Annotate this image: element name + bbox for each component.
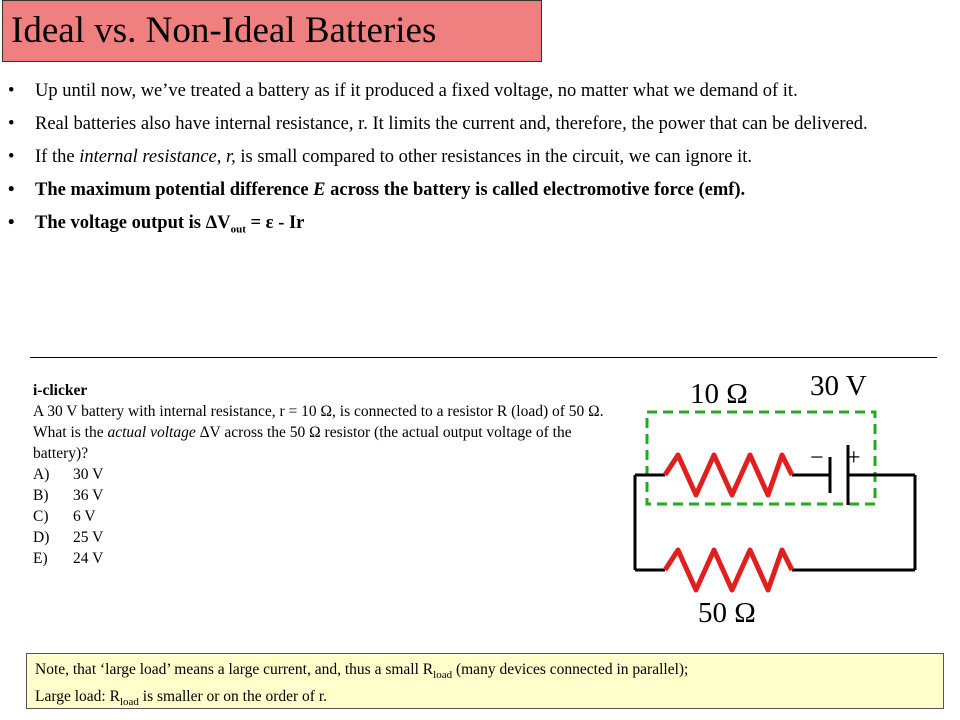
option-letter: D): [33, 529, 50, 546]
bullet-text: The maximum potential difference: [35, 180, 314, 200]
option-letter: C): [33, 508, 49, 525]
bullet-text: Real batteries also have internal resistance, r. It limits the current and, therefore, the power that can be delivered.: [35, 114, 868, 134]
plus-sign: +: [847, 445, 861, 471]
emf-label: 30 V: [810, 370, 867, 402]
option-text: 36 V: [73, 487, 104, 504]
option-letter: A): [33, 466, 50, 483]
option-text: 30 V: [73, 466, 104, 483]
bullet-text: The voltage output is ΔV: [35, 213, 231, 233]
load-resistor: [665, 550, 792, 590]
circuit-diagram: [620, 365, 930, 635]
note-text: Large load: R: [35, 688, 120, 706]
option-a: [33, 464, 613, 485]
note-text: (many devices connected in parallel);: [452, 661, 689, 678]
subscript: load: [433, 669, 453, 682]
divider-line: [30, 357, 937, 358]
bullet-text: Up until now, we’ve treated a battery as if it produced a fixed voltage, no matter what we demand of it.: [35, 81, 798, 101]
subscript: load: [119, 696, 139, 709]
note-box: [26, 653, 944, 709]
option-b: [33, 485, 613, 506]
note-text: Note, that ‘large load’ means a large current, and, thus a small R: [35, 661, 434, 678]
slide-title: Ideal vs. Non-Ideal Batteries: [11, 10, 437, 51]
option-letter: B): [33, 487, 49, 504]
bullet-text: across the battery is called electromotive force (emf).: [325, 180, 746, 200]
option-letter: E): [33, 550, 48, 567]
internal-resistor-label: 10 Ω: [690, 378, 748, 410]
note-text: is smaller or on the order of r.: [138, 688, 328, 706]
note-line-2: [35, 686, 935, 713]
option-text: 25 V: [73, 529, 104, 546]
title-box: [2, 0, 542, 62]
bullet-emf: [5, 177, 940, 203]
bullet-ideal-battery: [5, 78, 940, 104]
bullet-list: [5, 78, 940, 250]
load-resistor-label: 50 Ω: [698, 597, 756, 629]
bullet-text: = ε - Ir: [245, 213, 305, 233]
internal-resistor: [665, 455, 792, 495]
bullet-text: is small compared to other resistances in the circuit, we can ignore it.: [235, 147, 753, 167]
option-c: [33, 506, 613, 527]
minus-sign: −: [810, 445, 824, 471]
question-text: [33, 401, 613, 464]
option-d: [33, 527, 613, 548]
bullet-internal-resistance: [5, 111, 940, 137]
bullet-italic: internal resistance, r,: [79, 147, 236, 167]
bullet-voltage-output: [5, 210, 940, 243]
option-text: 6 V: [73, 508, 96, 525]
bullet-ignore-r: [5, 144, 940, 170]
clicker-question: [33, 380, 613, 569]
note-line-1: [35, 659, 935, 686]
option-e: [33, 548, 613, 569]
option-text: 24 V: [73, 550, 104, 567]
question-part: A 30 V battery with internal resistance, r = 10 Ω, is connected to a resistor R (load) of 50 Ω. What is the: [33, 403, 604, 441]
bullet-italic: E: [313, 180, 326, 200]
question-italic: actual voltage: [107, 424, 196, 441]
bullet-text: If the: [35, 147, 80, 167]
clicker-heading: i-clicker: [33, 382, 88, 399]
question-part: ΔV across the 50 Ω resistor (the actual output voltage of the battery)?: [33, 424, 572, 462]
subscript: out: [230, 223, 246, 236]
